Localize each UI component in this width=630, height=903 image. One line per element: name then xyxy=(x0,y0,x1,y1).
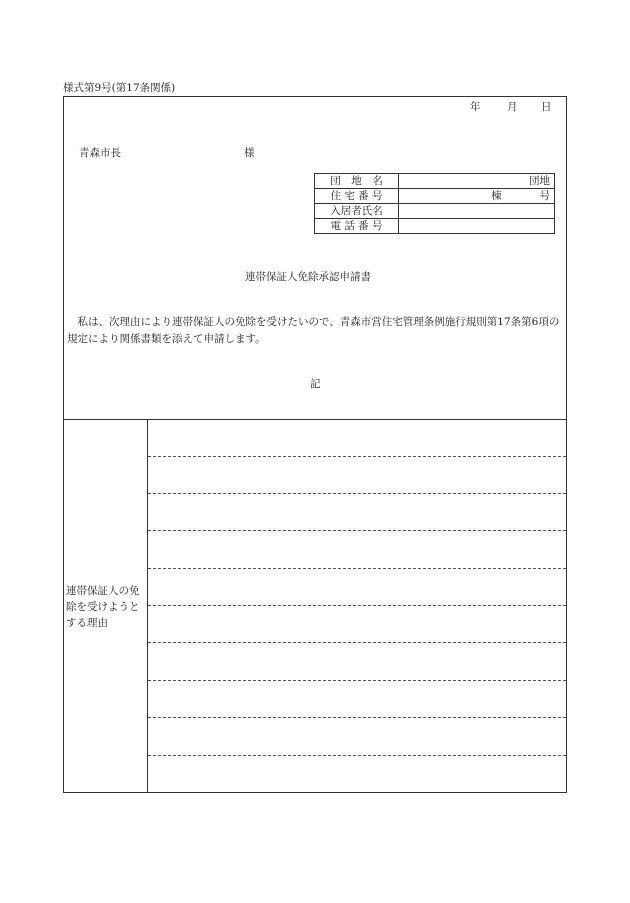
house-number-label: 住 宅 番 号 xyxy=(315,189,399,204)
reason-line-6[interactable] xyxy=(148,642,566,643)
document-title: 連帯保証人免除承認申請書 xyxy=(245,271,371,283)
table-row xyxy=(315,174,555,189)
date-year: 年 xyxy=(470,101,481,113)
reason-line-3[interactable] xyxy=(148,530,566,531)
resident-name-field[interactable] xyxy=(399,204,555,219)
phone-number-label: 電 話 番 号 xyxy=(315,219,399,234)
number-suffix: 号 xyxy=(539,190,550,202)
reason-label: 連帯保証人の免除を受けようとする理由 xyxy=(66,585,140,629)
reason-line-2[interactable] xyxy=(148,493,566,494)
estate-name-label: 団 地 名 xyxy=(315,174,399,189)
reason-line-5[interactable] xyxy=(148,605,566,606)
form-number: 様式第9号(第17条関係) xyxy=(63,82,176,94)
reason-column-divider xyxy=(147,419,148,793)
date-day: 日 xyxy=(541,101,552,113)
estate-name-field[interactable] xyxy=(399,174,555,189)
section-divider xyxy=(63,419,567,420)
ki-heading: 記 xyxy=(310,378,321,390)
reason-line-1[interactable] xyxy=(148,456,566,457)
reason-line-4[interactable] xyxy=(148,568,566,569)
estate-name-suffix: 団地 xyxy=(529,175,550,187)
reason-line-8[interactable] xyxy=(148,717,566,718)
date-month: 月 xyxy=(507,101,518,113)
table-row xyxy=(315,189,555,204)
addressee-honorific: 様 xyxy=(244,147,255,159)
house-number-field[interactable] xyxy=(399,189,555,204)
table-row xyxy=(315,219,555,234)
applicant-info-table xyxy=(314,173,555,234)
application-statement: 私は、次理由により連帯保証人の免除を受けたいので、青森市営住宅管理条例施行規則第17条第6項の規定により関係書類を添えて申請します。 xyxy=(67,316,560,345)
resident-name-label: 入居者氏名 xyxy=(315,204,399,219)
table-row xyxy=(315,204,555,219)
reason-line-9[interactable] xyxy=(148,755,566,756)
reason-line-7[interactable] xyxy=(148,680,566,681)
building-suffix: 棟 xyxy=(491,190,502,202)
addressee-name: 青森市長 xyxy=(79,147,121,159)
phone-number-field[interactable] xyxy=(399,219,555,234)
